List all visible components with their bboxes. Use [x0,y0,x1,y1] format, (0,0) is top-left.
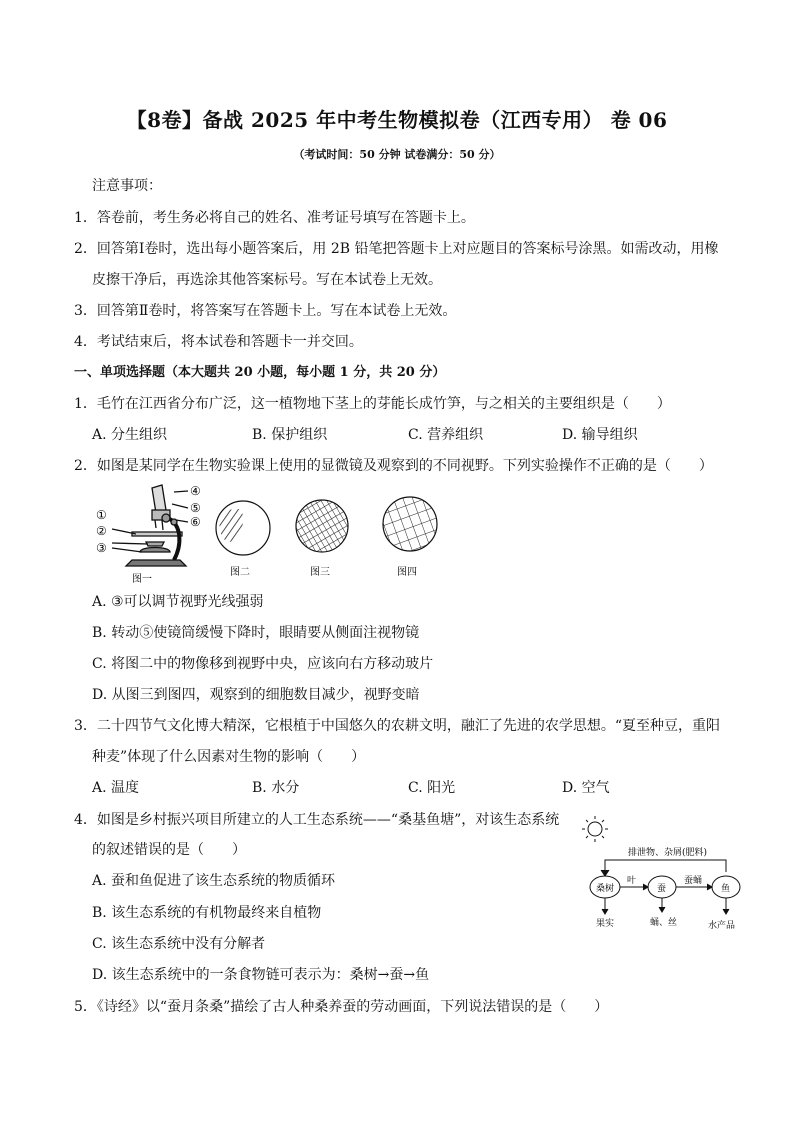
figure-4-label: 图四 [397,567,417,578]
part-number-1: ① [96,508,107,522]
figure-3-label: 图三 [310,567,330,578]
question-3-stem: 3．二十四节气文化博大精深，它根植于中国悠久的农耕文明，融汇了先进的农学思想。“夏至种豆，重阳 [74,718,721,734]
q3-option-c: C. 阳光 [408,780,456,796]
notice-item: 3．回答第Ⅱ卷时，将答案写在答题卡上。写在本试卷上无效。 [74,303,457,319]
output-aquatic: 水产品 [708,921,736,931]
part-number-3: ③ [96,541,107,555]
edge-label-pupa: 蚕蛹 [684,876,703,886]
q1-option-a: A. 分生组织 [92,427,168,443]
notice-item: 皮擦干净后，再选涂其他答案标号。写在本试卷上无效。 [92,272,442,288]
ecosystem-diagram [580,814,750,936]
part-number-5: ⑤ [190,501,201,515]
q2-option-b: B. 转动⑤使镜筒缓慢下降时，眼睛要从侧面注视物镜 [92,625,420,641]
microscope-figure [90,480,450,585]
section-heading: 一、单项选择题（本大题共 20 小题，每小题 1 分，共 20 分） [74,365,446,380]
q3-option-d: D. 空气 [562,780,610,796]
q1-option-c: C. 营养组织 [408,427,484,443]
q4-option-a: A. 蚕和鱼促进了该生态系统的物质循环 [92,873,336,889]
question-4-stem-cont: 的叙述错误的是（ ） [92,842,246,858]
question-5-stem: 5．《诗经》以“蚕月条桑”描绘了古人种桑养蚕的劳动画面，下列说法错误的是（ ） [74,999,609,1015]
q2-option-a: A. ③可以调节视野光线强弱 [92,594,264,610]
question-1-stem: 1．毛竹在江西省分布广泛，这一植物地下茎上的芽能长成竹笋，与之相关的主要组织是（ ） [74,396,671,412]
question-2-stem: 2．如图是某同学在生物实验课上使用的显微镜及观察到的不同视野。下列实验操作不正确的是（ ） [74,458,713,474]
output-fruit: 果实 [596,919,615,929]
notice-item: 2．回答第Ⅰ卷时，选出每小题答案后，用 2B 铅笔把答题卡上对应题目的答案标号涂黑。如需改动，用橡 [74,241,719,257]
diagram-top-label: 排泄物、杂屑(肥料) [628,848,708,858]
notice-item: 4．考试结束后，将本试卷和答题卡一并交回。 [74,334,363,350]
q4-option-c: C. 该生态系统中没有分解者 [92,936,266,952]
q3-option-b: B. 水分 [252,780,300,796]
q2-option-c: C. 将图二中的物像移到视野中央，应该向右方移动玻片 [92,656,434,672]
question-3-stem-cont: 种麦”体现了什么因素对生物的影响（ ） [92,749,366,765]
figure-2-label: 图二 [230,567,250,578]
q1-option-d: D. 输导组织 [562,427,638,443]
page-title: 【8卷】备战 2025 年中考生物模拟卷（江西专用） 卷 06 [126,108,668,132]
node-mulberry: 桑树 [596,884,615,894]
part-number-4: ④ [190,484,201,498]
q4-option-b: B. 该生态系统的有机物最终来自植物 [92,905,322,921]
q2-option-d: D. 从图三到图四，观察到的细胞数目减少，视野变暗 [92,687,420,703]
node-silkworm: 蚕 [657,884,667,894]
sun-icon [582,816,608,842]
q1-option-b: B. 保护组织 [252,427,328,443]
part-number-6: ⑥ [190,515,201,529]
node-fish: 鱼 [721,884,731,894]
q3-option-a: A. 温度 [92,780,140,796]
notice-heading: 注意事项： [92,178,162,194]
output-pupa-silk: 蛹、丝 [650,918,678,928]
page-subtitle: （考试时间：50 分钟 试卷满分：50 分） [293,148,501,161]
q4-option-d: D. 该生态系统中的一条食物链可表示为：桑树→蚕→鱼 [92,967,430,983]
notice-item: 1．答卷前，考生务必将自己的姓名、准考证号填写在答题卡上。 [74,210,475,226]
question-4-stem: 4．如图是乡村振兴项目所建立的人工生态系统——“桑基鱼塘”，对该生态系统 [74,812,560,828]
figure-1-label: 图一 [132,574,152,585]
part-number-2: ② [96,524,107,538]
edge-label-leaf: 叶 [627,876,637,886]
